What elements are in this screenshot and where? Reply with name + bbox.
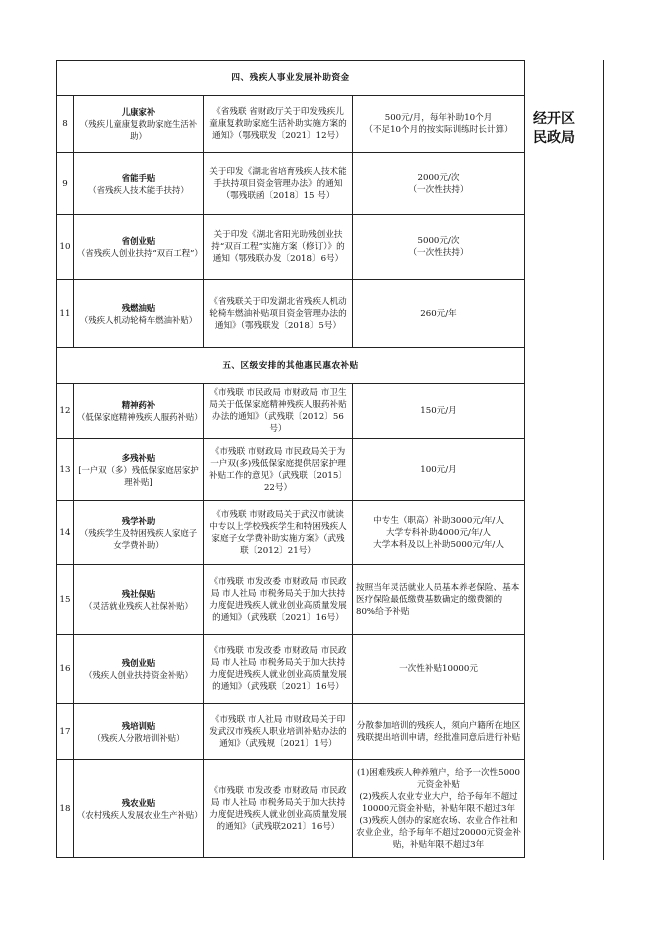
subsidy-description: （残疾人分散培训补贴） bbox=[92, 732, 185, 743]
subsidy-description: （残疾学生及特困残疾人家庭子女学费补助） bbox=[79, 527, 198, 550]
row-number: 9 bbox=[57, 153, 74, 215]
subsidy-name-cell bbox=[74, 635, 204, 704]
subsidy-name: 残学补助 bbox=[121, 515, 156, 526]
row-number: 8 bbox=[57, 96, 74, 153]
standard-text: 500元/月，每年补助10个月 （不足10个月的按实际训练时长计算） bbox=[364, 113, 513, 135]
policy-basis: 《市残联 市财政局 市民政局关于为一户双(多)残低保家庭提供居家护理补贴工作的意见》（武残联〔2015〕22号） bbox=[204, 439, 353, 501]
standard-text: (1)困难残疾人种养殖户，给予一次性5000元资金补贴 (2)残疾人农业专业大户，给予每年不超过10000元资金补贴，补贴年限不超过3年 (3)残疾人创办的家庭农场、农业合作社和农业企业，给予每年不超过20000元资金补贴，补贴年限不超过3年 bbox=[356, 767, 521, 850]
policy-basis: 《市残联 市发改委 市财政局 市民政局 市人社局 市税务局关于加大扶持力度促进残疾人就业创业高质量发展的通知》（武残联〔2021〕16号） bbox=[204, 565, 353, 635]
section-header-row bbox=[57, 61, 525, 96]
table-row bbox=[57, 635, 525, 704]
subsidy-description: （农村残疾人发展农业生产补贴） bbox=[77, 809, 203, 820]
row-number: 13 bbox=[57, 439, 74, 501]
subsidy-name-cell bbox=[74, 215, 204, 280]
standard-text: 2000元/次 （一次性扶持） bbox=[408, 172, 469, 195]
row-number: 18 bbox=[57, 760, 74, 858]
subsidy-name-cell bbox=[74, 280, 204, 348]
column-divider bbox=[603, 60, 604, 860]
row-number: 12 bbox=[57, 384, 74, 439]
row-number: 15 bbox=[57, 565, 74, 635]
subsidy-standard bbox=[353, 96, 525, 153]
subsidy-name-cell bbox=[74, 760, 204, 858]
subsidy-name: 残农业贴 bbox=[121, 797, 156, 808]
subsidy-standard bbox=[353, 565, 525, 635]
subsidy-description: [一户双（多）残低保家庭居家护理补贴] bbox=[78, 464, 199, 487]
standard-text: 中专生（职高）补助3000元/年/人 大学专科补助4000元/年/人 大学本科及以上补助5000元/年/人 bbox=[373, 515, 504, 550]
department-label: 经开区 民政局 bbox=[533, 111, 575, 146]
subsidy-name-cell bbox=[74, 153, 204, 215]
subsidy-name-cell bbox=[74, 384, 204, 439]
row-number: 11 bbox=[57, 280, 74, 348]
standard-text: 260元/年 bbox=[420, 308, 457, 319]
table-row bbox=[57, 153, 525, 215]
policy-basis: 《省残联 省财政厅关于印发残疾儿童康复救助家庭生活补助实施方案的通知》（鄂残联发〔2021〕12号） bbox=[204, 96, 353, 153]
table-row bbox=[57, 384, 525, 439]
policy-basis: 《市残联 市民政局 市财政局 市卫生局关于低保家庭精神残疾人服药补贴办法的通知》（武残联〔2012〕56号） bbox=[204, 384, 353, 439]
row-number: 16 bbox=[57, 635, 74, 704]
standard-text: 一次性补贴10000元 bbox=[399, 664, 478, 674]
subsidy-description: （省残疾人创业扶持“双百工程”） bbox=[77, 248, 203, 258]
table-row bbox=[57, 439, 525, 501]
standard-text: 150元/月 bbox=[420, 406, 457, 416]
policy-basis: 《市残联 市发改委 市财政局 市民政局 市人社局 市税务局关于加大扶持力度促进残疾人就业创业高质量发展的通知》（武残联〔2021〕16号） bbox=[204, 635, 353, 704]
row-number: 14 bbox=[57, 501, 74, 565]
subsidy-standard bbox=[353, 635, 525, 704]
table-row bbox=[57, 280, 525, 348]
subsidy-name-cell bbox=[74, 704, 204, 760]
subsidy-name-cell bbox=[74, 565, 204, 635]
subsidy-name-cell bbox=[74, 501, 204, 565]
subsidy-standard bbox=[353, 760, 525, 858]
table-row bbox=[57, 96, 525, 153]
subsidy-name: 残燃油贴 bbox=[121, 302, 156, 313]
subsidy-table bbox=[56, 60, 525, 858]
subsidy-standard bbox=[353, 704, 525, 760]
subsidy-name: 精神药补 bbox=[121, 400, 156, 410]
subsidy-description: （残疾人创业扶持资金补贴） bbox=[84, 670, 193, 680]
standard-text: 5000元/次 （一次性扶持） bbox=[408, 236, 469, 258]
subsidy-name: 省创业贴 bbox=[121, 236, 156, 246]
subsidy-standard bbox=[353, 215, 525, 280]
standard-text: 按照当年灵活就业人员基本养老保险、基本医疗保险最低缴费基数确定的缴费额的80%给予补贴 bbox=[356, 582, 520, 617]
row-number: 17 bbox=[57, 704, 74, 760]
subsidy-name: 省能手贴 bbox=[121, 172, 156, 183]
subsidy-standard bbox=[353, 439, 525, 501]
standard-text: 分散参加培训的残疾人，须向户籍所在地区残联提出培训申请，经批准同意后进行补贴 bbox=[356, 720, 521, 743]
table-row bbox=[57, 501, 525, 565]
section-title: 四、残疾人事业发展补助资金 bbox=[57, 61, 525, 96]
subsidy-standard bbox=[353, 384, 525, 439]
subsidy-name: 儿康家补 bbox=[121, 107, 156, 117]
subsidy-name: 残社保贴 bbox=[121, 588, 156, 599]
subsidy-name: 残创业贴 bbox=[121, 658, 156, 668]
subsidy-name-cell bbox=[74, 96, 204, 153]
subsidy-name: 多残补贴 bbox=[121, 452, 156, 463]
policy-basis: 《市残联 市财政局关于武汉市就读中专以上学校残疾学生和特困残疾人家庭子女学费补助实施方案》（武残联〔2012〕21号） bbox=[204, 501, 353, 565]
standard-text: 100元/月 bbox=[420, 464, 457, 475]
table-row bbox=[57, 704, 525, 760]
subsidy-description: （残疾人机动轮椅车燃油补贴） bbox=[79, 314, 198, 325]
table-row bbox=[57, 565, 525, 635]
subsidy-standard bbox=[353, 153, 525, 215]
subsidy-description: （灵活就业残疾人社保补贴） bbox=[84, 600, 193, 611]
subsidy-standard bbox=[353, 280, 525, 348]
row-number: 10 bbox=[57, 215, 74, 280]
policy-basis: 关于印发《湖北省培育残疾人技术能手扶持项目资金管理办法》的通知（鄂残联函〔2018〕15 号） bbox=[204, 153, 353, 215]
policy-basis: 《省残联关于印发湖北省残疾人机动轮椅车燃油补贴项目资金管理办法的通知》（鄂残联发〔2018〕5号） bbox=[204, 280, 353, 348]
section-title: 五、区级安排的其他惠民惠农补贴 bbox=[57, 348, 525, 384]
subsidy-name: 残培训贴 bbox=[121, 720, 156, 731]
policy-basis: 《市残联 市发改委 市财政局 市民政局 市人社局 市税务局关于加大扶持力度促进残疾人就业创业高质量发展的通知》（武残联2021〕16号） bbox=[204, 760, 353, 858]
table-row bbox=[57, 215, 525, 280]
subsidy-description: （残疾儿童康复救助家庭生活补助） bbox=[79, 119, 198, 141]
subsidy-standard bbox=[353, 501, 525, 565]
policy-basis: 《市残联 市人社局 市财政局关于印发武汉市残疾人职业培训补贴办法的通知》（武残规〔2021〕1号） bbox=[204, 704, 353, 760]
subsidy-description: （低保家庭精神残疾人服药补贴） bbox=[77, 412, 203, 422]
subsidy-name-cell bbox=[74, 439, 204, 501]
table-row bbox=[57, 760, 525, 858]
policy-basis: 关于印发《湖北省阳光助残创业扶持“双百工程”实施方案（修订）》的通知（鄂残联办发〔2018〕6号） bbox=[204, 215, 353, 280]
section-header-row bbox=[57, 348, 525, 384]
subsidy-description: （省残疾人技术能手扶持） bbox=[88, 184, 189, 195]
